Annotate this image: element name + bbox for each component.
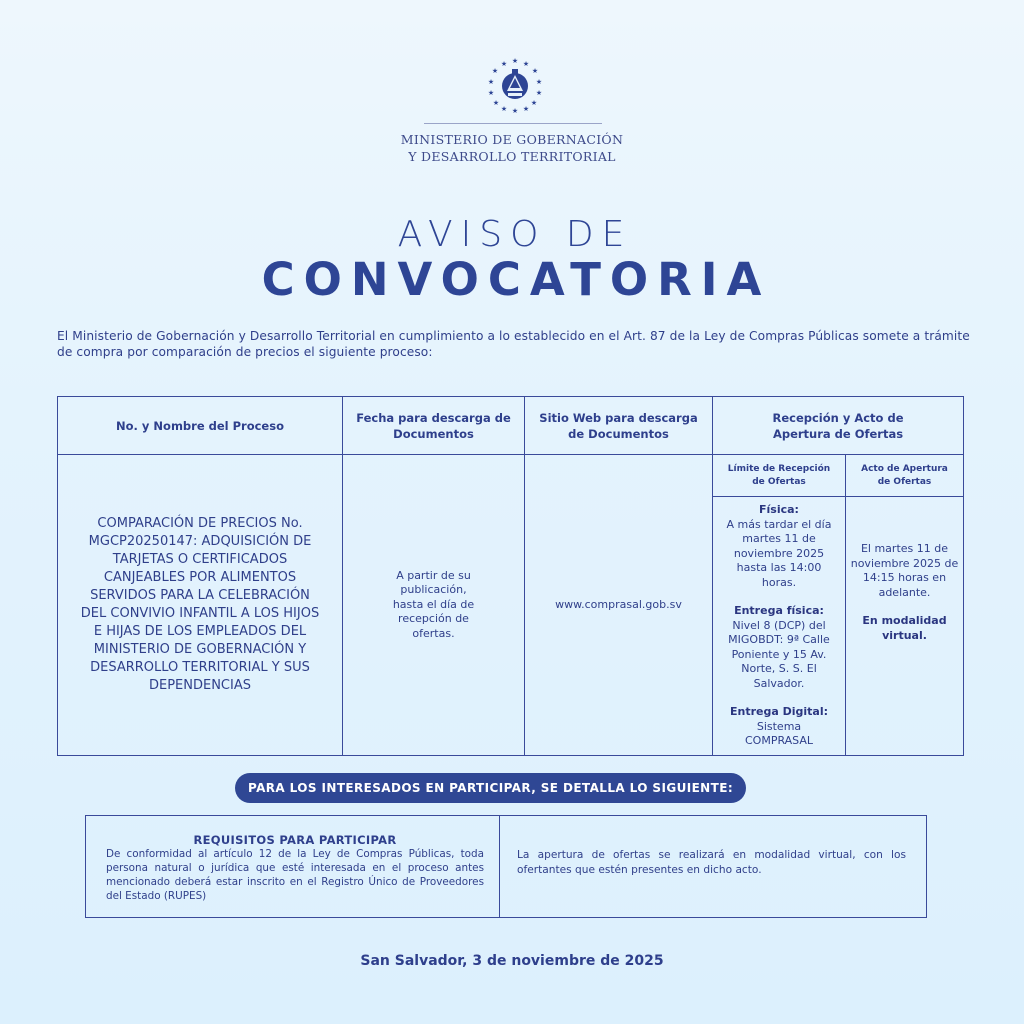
fisica-text: A más tardar el día martes 11 de noviembre 2025 hasta las 14:00 horas. — [726, 517, 832, 589]
svg-text:★: ★ — [511, 57, 519, 65]
svg-text:★: ★ — [522, 60, 530, 68]
svg-text:★: ★ — [522, 105, 530, 113]
el-salvador-coat-of-arms-icon — [486, 56, 544, 114]
cell-fecha: A partir de su publicación, hasta el día de recepción de ofertas. — [392, 568, 475, 640]
process-table — [57, 396, 964, 756]
entrega-fisica-label: Entrega física: — [734, 604, 824, 617]
cell-sitio — [525, 455, 712, 755]
ministry-name-line1: MINISTERIO DE GOBERNACIÓN — [400, 132, 624, 147]
website-link[interactable]: www.comprasal.gob.sv — [555, 597, 682, 611]
header-divider — [424, 123, 602, 124]
emblem-shield — [502, 69, 528, 99]
ministry-name-line2: Y DESARROLLO TERRITORIAL — [408, 149, 616, 164]
entrega-digital-text: Sistema COMPRASAL — [744, 719, 814, 747]
acto-modalidad: En modalidad virtual. — [862, 614, 947, 642]
svg-text:★: ★ — [535, 78, 543, 86]
svg-text:★: ★ — [487, 78, 495, 86]
header-recepcion: Recepción y Acto de Apertura de Ofertas — [772, 410, 904, 441]
svg-text:★: ★ — [530, 99, 538, 107]
cell-proceso: COMPARACIÓN DE PRECIOS No. MGCP20250147: ADQUISICIÓN DE TARJETAS O CERTIFICADOS CANJEABLES POR ALIMENTOS SERVIDOS PARA LA CELEBRACIÓN DEL CONVIVIO INFANTIL A LOS HIJOS E HIJAS DE LOS EMPLEADOS DEL MINISTERIO DE GOBERNACIÓN Y DESARROLLO TERRITORIAL Y SUS DEPENDENCIAS — [80, 516, 320, 693]
requirements-box — [85, 815, 927, 918]
acto-text: El martes 11 de noviembre 2025 de 14:15 horas en adelante. — [850, 542, 959, 599]
svg-text:★: ★ — [500, 105, 508, 113]
svg-text:★: ★ — [511, 107, 519, 114]
intro-paragraph: El Ministerio de Gobernación y Desarrollo Territorial en cumplimiento a lo establecido en el Art. 87 de la Ley de Compras Públicas somete a trámite de compra por comparación de precios el siguiente proceso: — [57, 329, 970, 359]
title-line2: CONVOCATORIA — [261, 253, 771, 306]
entrega-digital-label: Entrega Digital: — [729, 705, 828, 718]
header-fecha: Fecha para descarga de Documentos — [356, 410, 511, 441]
apertura-note: La apertura de ofertas se realizará en modalidad virtual, con los ofertantes que estén presentes en dicho acto. — [517, 849, 906, 876]
svg-text:★: ★ — [492, 99, 500, 107]
requirements-text: De conformidad al artículo 12 de la Ley de Compras Públicas, toda persona natural o jurídica que esté interesada en el proceso antes mencionado deberá estar inscrito en el Registro Único de Proveedores del Estado (RUPES) — [106, 848, 484, 902]
requirements-title: REQUISITOS PARA PARTICIPAR — [193, 833, 397, 847]
svg-text:★: ★ — [531, 67, 539, 75]
participation-banner: PARA LOS INTERESADOS EN PARTICIPAR, SE DETALLA LO SIGUIENTE: — [235, 773, 746, 803]
svg-text:★: ★ — [500, 60, 508, 68]
cell-acto — [846, 497, 963, 755]
entrega-fisica-text: Nivel 8 (DCP) del MIGOBDT: 9ª Calle Poniente y 15 Av. Norte, S. S. El Salvador. — [728, 618, 830, 690]
cell-limite — [713, 497, 845, 755]
svg-text:★: ★ — [491, 67, 499, 75]
title-line1: AVISO DE — [397, 214, 633, 255]
footer-date: San Salvador, 3 de noviembre de 2025 — [360, 953, 664, 969]
fisica-label: Física: — [759, 503, 799, 516]
subheader-limite: Límite de Recepción de Ofertas — [727, 463, 831, 487]
ministry-name — [300, 131, 724, 165]
svg-text:★: ★ — [487, 89, 495, 97]
header-proceso: No. y Nombre del Proceso — [116, 418, 284, 433]
svg-text:★: ★ — [535, 89, 543, 97]
header-sitio: Sitio Web para descarga de Documentos — [539, 410, 698, 441]
subheader-acto: Acto de Apertura de Ofertas — [861, 463, 948, 487]
requirements-left — [86, 816, 500, 917]
